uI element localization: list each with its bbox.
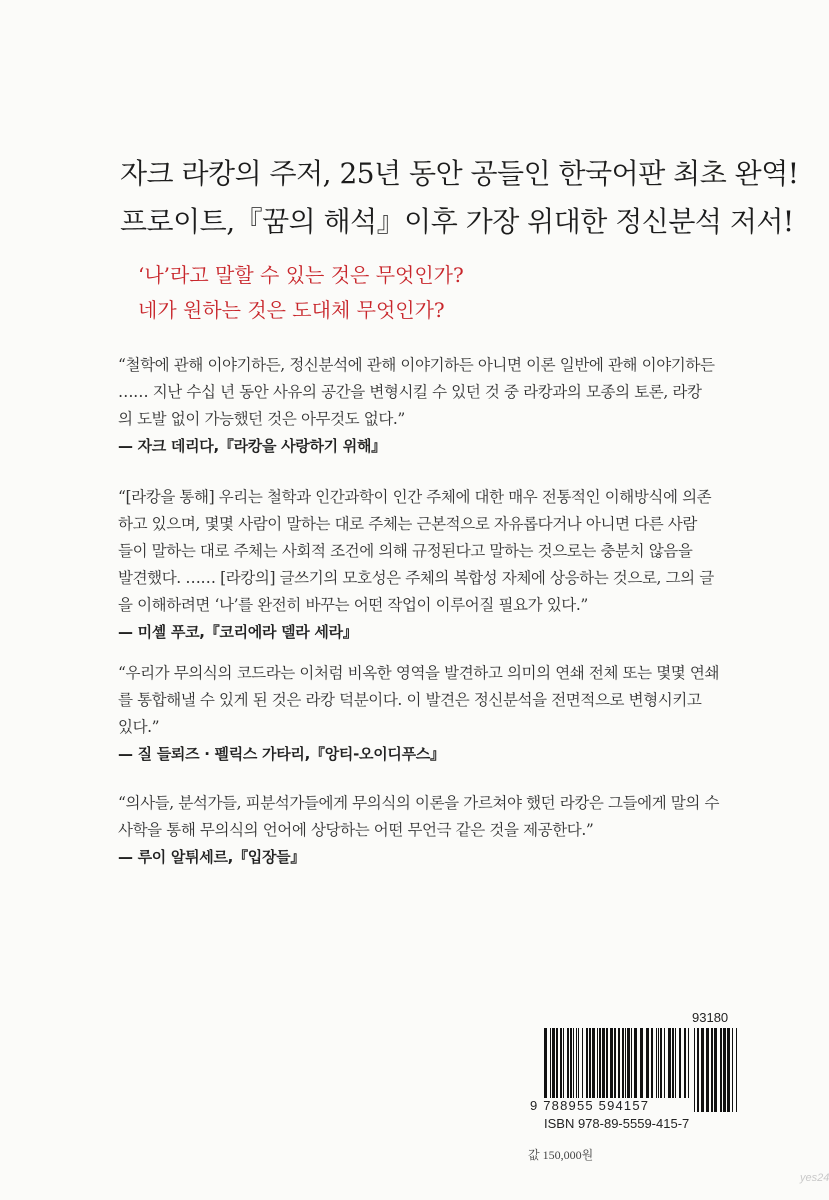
quote-line: 있다.”	[118, 718, 160, 736]
barcode-bar	[664, 1028, 665, 1098]
barcode-bar	[727, 1028, 730, 1112]
barcode-bar	[578, 1028, 579, 1098]
quote-line: “[라캉을 통해] 우리는 철학과 인간과학이 인간 주체에 대한 매우 전통적인 이해방식에 의존	[118, 488, 712, 506]
barcode-bar	[614, 1028, 616, 1098]
barcode-bar	[567, 1028, 569, 1098]
quote-line: 하고 있으며, 몇몇 사람이 말하는 대로 주체는 근본적으로 자유롭다거나 아니면 다른 사람	[118, 515, 697, 533]
barcode-bar	[622, 1028, 624, 1098]
barcode-bar	[563, 1028, 564, 1098]
barcode-bar	[625, 1028, 626, 1098]
quote-attribution: — 질 들뢰즈 · 펠릭스 가타리,『앙티-오이디푸스』	[118, 745, 445, 763]
barcode-bar	[720, 1028, 722, 1112]
barcode-bar	[688, 1028, 689, 1098]
quote-deleuze-guattari	[118, 660, 718, 768]
barcode-bar	[714, 1028, 717, 1112]
barcode-bar	[599, 1028, 601, 1098]
watermark: yes24	[800, 1172, 829, 1184]
barcode-bar	[711, 1028, 713, 1112]
headline-line-2: 프로이트,『꿈의 해석』이후 가장 위대한 정신분석 저서!	[120, 205, 794, 238]
quote-line: “철학에 관해 이야기하든, 정신분석에 관해 이야기하든 아니면 이론 일반에 관해 이야기하든	[118, 356, 715, 374]
quote-line: 들이 말하는 대로 주체는 사회적 조건에 의해 규정된다고 말하는 것으로는 충분치 않음을	[118, 542, 693, 560]
barcode-bar	[684, 1028, 686, 1098]
quote-line: …… 지난 수십 년 동안 사유의 공간을 변형시킬 수 있던 것 중 라캉과의 모종의 토론, 라캉	[118, 383, 702, 401]
quote-attribution: — 루이 알튀세르,『입장들』	[118, 848, 306, 866]
barcode-digits: 9 788955 594157	[530, 1098, 650, 1113]
barcode-bar	[672, 1028, 674, 1098]
barcode-addon-number: 93180	[692, 1010, 729, 1025]
price: 값 150,000원	[528, 1148, 594, 1162]
barcode-addon-bars	[694, 1028, 738, 1112]
barcode-bar	[640, 1028, 643, 1098]
quote-attribution: — 자크 데리다,『라캉을 사랑하기 위해』	[118, 437, 386, 455]
barcode-bar	[723, 1028, 726, 1112]
barcode-bar	[701, 1028, 704, 1112]
quote-line: 발견했다. …… [라캉의] 글쓰기의 모호성은 주체의 복합성 자체에 상응하는 것으로, 그의 글	[118, 569, 714, 587]
isbn-barcode	[528, 1010, 738, 1170]
quote-althusser	[118, 790, 718, 871]
barcode-bar	[610, 1028, 613, 1098]
barcode-bar	[675, 1028, 676, 1098]
barcode-bar	[634, 1028, 637, 1098]
barcode-bar	[656, 1028, 657, 1098]
barcode-bar	[668, 1028, 671, 1098]
quote-line: 를 통합해낼 수 있게 된 것은 라캉 덕분이다. 이 발견은 정신분석을 전면적으로 변형시키고	[118, 691, 702, 709]
barcode-bar	[646, 1028, 649, 1098]
isbn-number: ISBN 978-89-5559-415-7	[544, 1116, 690, 1131]
barcode-bar	[732, 1028, 733, 1112]
barcode-bar	[552, 1028, 555, 1098]
barcode-bar	[592, 1028, 595, 1098]
barcode-bar	[606, 1028, 608, 1098]
barcode-bar	[694, 1028, 695, 1112]
quote-derrida	[118, 352, 718, 460]
barcode-bar	[631, 1028, 632, 1098]
barcode-main-bars	[544, 1028, 690, 1098]
barcode-bar	[679, 1028, 681, 1098]
headline-line-1: 자크 라캉의 주저, 25년 동안 공들인 한국어판 최초 완역!	[120, 157, 799, 190]
question-line-2: 네가 원하는 것은 도대체 무엇인가?	[138, 298, 445, 322]
barcode-bar	[556, 1028, 558, 1098]
quote-line: “의사들, 분석가들, 피분석가들에게 무의식의 이론을 가르쳐야 했던 라캉은 그들에게 말의 수	[118, 794, 720, 812]
barcode-bar	[570, 1028, 572, 1098]
barcode-bar	[706, 1028, 709, 1112]
quote-line: 의 도발 없이 가능했던 것은 아무것도 없다.”	[118, 410, 405, 428]
barcode-bar	[602, 1028, 605, 1098]
barcode-bar	[597, 1028, 598, 1098]
quote-foucault	[118, 484, 718, 646]
quote-line: 사학을 통해 무의식의 언어에 상당하는 어떤 무언극 같은 것을 제공한다.”	[118, 821, 594, 839]
barcode-bar	[589, 1028, 591, 1098]
barcode-bar	[586, 1028, 588, 1098]
red-questions	[138, 258, 464, 328]
quote-attribution: — 미셸 푸코,『코리에라 델라 세라』	[118, 623, 358, 641]
barcode-bar	[550, 1028, 551, 1098]
quote-line: “우리가 무의식의 코드라는 이처럼 비옥한 영역을 발견하고 의미의 연쇄 전체 또는 몇몇 연쇄	[118, 664, 720, 682]
barcode-bar	[573, 1028, 574, 1098]
barcode-bar	[582, 1028, 583, 1098]
barcode-bar	[658, 1028, 659, 1098]
barcode-bar	[627, 1028, 630, 1098]
barcode-bar	[651, 1028, 653, 1098]
barcode-bar	[560, 1028, 562, 1098]
barcode-bar	[618, 1028, 620, 1098]
question-line-1: ‘나’라고 말할 수 있는 것은 무엇인가?	[138, 263, 464, 287]
headline	[120, 150, 799, 246]
barcode-bar	[736, 1028, 737, 1112]
quote-line: 을 이해하려면 ‘나’를 완전히 바꾸는 어떤 작업이 이루어질 필요가 있다.”	[118, 596, 588, 614]
barcode-bar	[697, 1028, 699, 1112]
barcode-bar	[544, 1028, 547, 1098]
barcode-bar	[576, 1028, 577, 1098]
barcode-bar	[660, 1028, 662, 1098]
